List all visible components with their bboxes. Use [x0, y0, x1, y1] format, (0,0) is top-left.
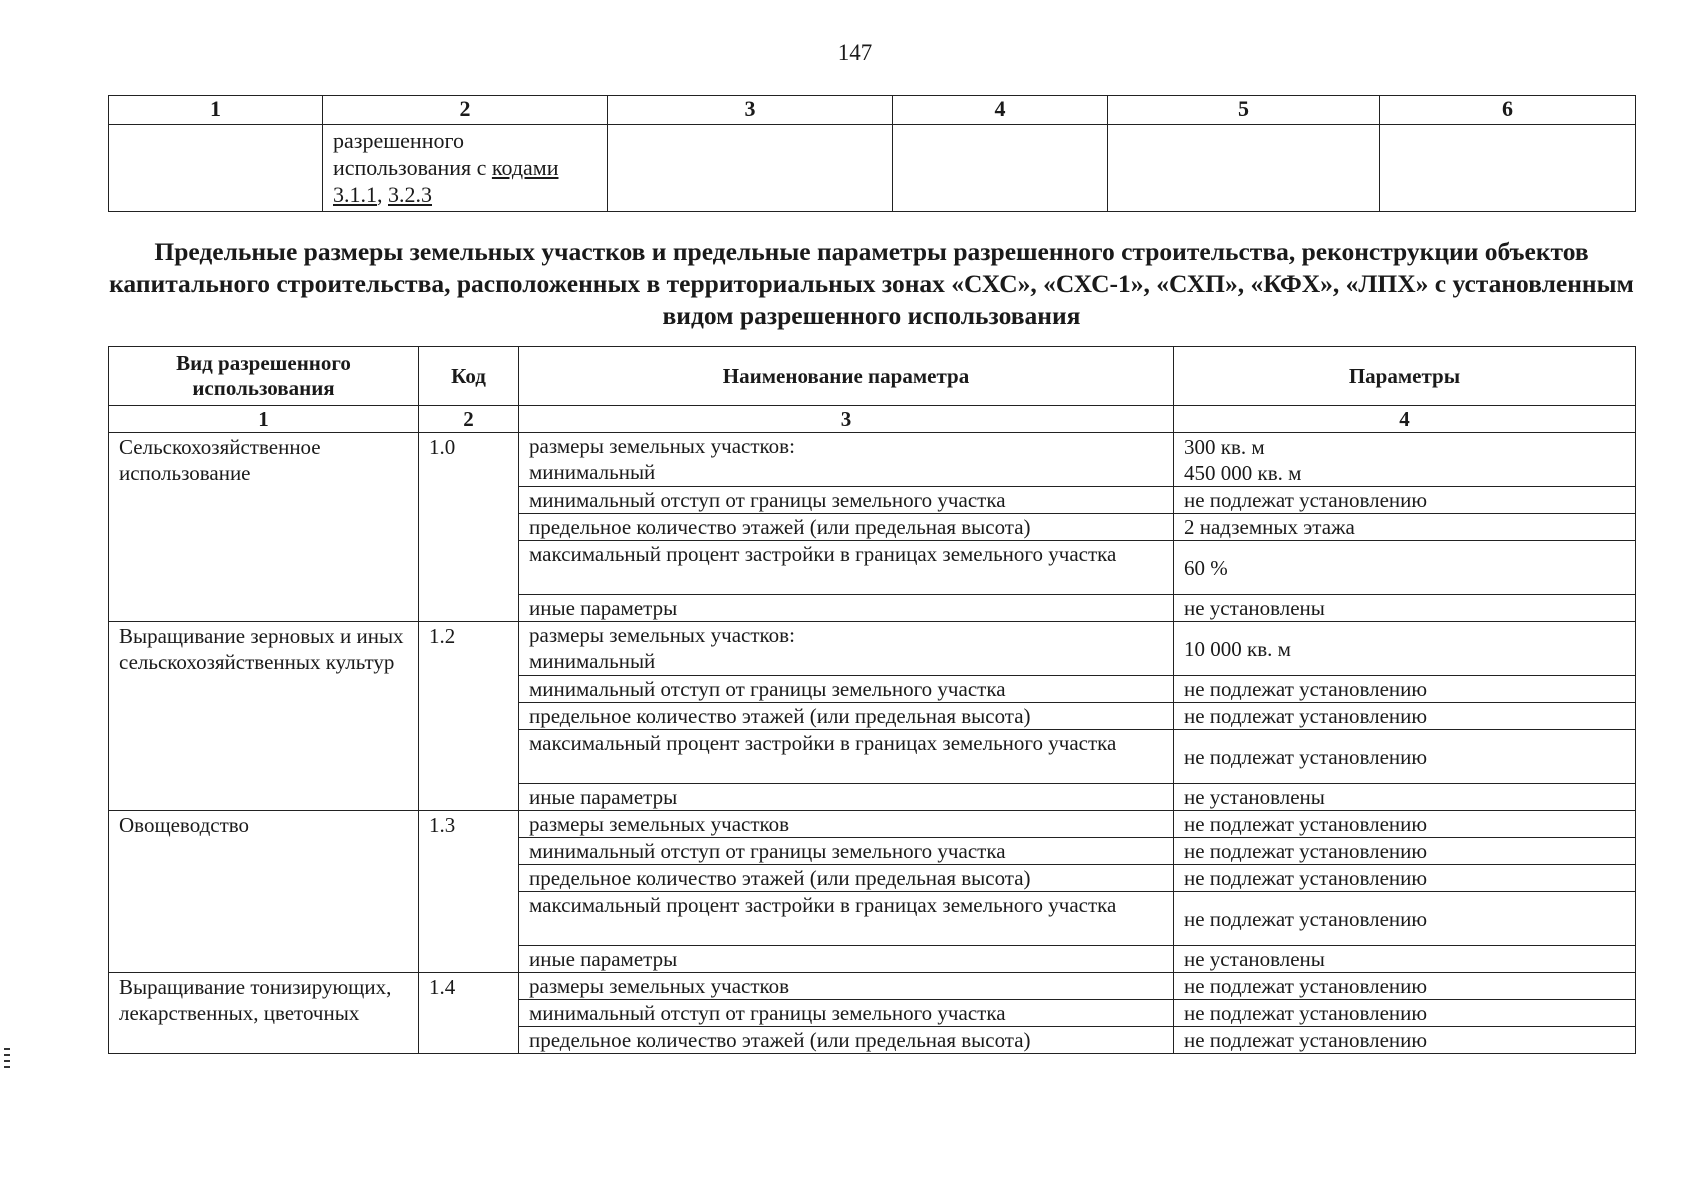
param-name-cell: иные параметры	[519, 595, 1174, 622]
parameters-table	[108, 346, 1636, 1054]
scan-edge-marks	[4, 1048, 10, 1072]
param-name-cell: иные параметры	[519, 946, 1174, 973]
code-cell: 1.4	[419, 973, 519, 1054]
column-number: 1	[109, 406, 419, 433]
code-link-3-2-3[interactable]: 3.2.3	[388, 182, 432, 207]
continuation-table	[108, 95, 1636, 212]
param-name-cell: предельное количество этажей (или предельная высота)	[519, 865, 1174, 892]
param-value-cell: не подлежат установлению	[1174, 1000, 1636, 1027]
header-param-name: Наименование параметра	[519, 347, 1174, 406]
param-name-cell: минимальный отступ от границы земельного участка	[519, 1000, 1174, 1027]
code-cell: 1.0	[419, 433, 519, 622]
param-value-cell: не подлежат установлению	[1174, 865, 1636, 892]
param-value-cell: не подлежат установлению	[1174, 838, 1636, 865]
param-name-cell: размеры земельных участков: минимальный	[519, 433, 1174, 487]
param-name-cell: максимальный процент застройки в границах земельного участка	[519, 730, 1174, 784]
use-type-cell: Выращивание тонизирующих, лекарственных, цветочных	[109, 973, 419, 1054]
param-value-cell: 300 кв. м 450 000 кв. м	[1174, 433, 1636, 487]
param-name-cell: размеры земельных участков: минимальный	[519, 622, 1174, 676]
param-value-cell: 2 надземных этажа	[1174, 514, 1636, 541]
param-value-cell: не подлежат установлению	[1174, 676, 1636, 703]
table-cell	[608, 125, 893, 212]
param-value-cell: не подлежат установлению	[1174, 973, 1636, 1000]
param-name-cell: предельное количество этажей (или предельная высота)	[519, 514, 1174, 541]
column-number: 3	[519, 406, 1174, 433]
table-cell	[1380, 125, 1636, 212]
code-cell: 1.2	[419, 622, 519, 811]
param-name-cell: максимальный процент застройки в границах земельного участка	[519, 892, 1174, 946]
table-row	[109, 811, 1636, 838]
column-number: 4	[1174, 406, 1636, 433]
code-link-3-1-1[interactable]: 3.1.1	[333, 182, 377, 207]
param-value-cell: не установлены	[1174, 595, 1636, 622]
table-cell	[109, 125, 323, 212]
section-title: Предельные размеры земельных участков и предельные параметры разрешенного строительства, реконструкции объектов капитального строительства, расположенных в территориальных зонах «СХС», «СХС-1», «СХП», «КФХ», «ЛПХ» с установленным видом разрешенного использования	[109, 237, 1634, 330]
param-value-cell: не установлены	[1174, 946, 1636, 973]
param-value-cell: не подлежат установлению	[1174, 892, 1636, 946]
table-cell	[893, 125, 1108, 212]
column-number: 5	[1108, 96, 1380, 125]
column-number: 3	[608, 96, 893, 125]
header-params: Параметры	[1174, 347, 1636, 406]
column-number: 1	[109, 96, 323, 125]
page-number: 147	[837, 40, 873, 65]
param-name-cell: иные параметры	[519, 784, 1174, 811]
param-name-cell: минимальный отступ от границы земельного участка	[519, 487, 1174, 514]
use-type-cell: Овощеводство	[109, 811, 419, 973]
table-row	[109, 622, 1636, 676]
column-numbers-row	[109, 406, 1636, 433]
header-use-type: Вид разрешенного использования	[109, 347, 419, 406]
continuation-header-row	[109, 96, 1636, 125]
param-name-cell: максимальный процент застройки в границах земельного участка	[519, 541, 1174, 595]
param-value-cell: 10 000 кв. м	[1174, 622, 1636, 676]
param-name-cell: размеры земельных участков	[519, 973, 1174, 1000]
table-row	[109, 433, 1636, 487]
param-value-cell: не подлежат установлению	[1174, 487, 1636, 514]
param-value-cell: не установлены	[1174, 784, 1636, 811]
param-name-cell: минимальный отступ от границы земельного участка	[519, 838, 1174, 865]
header-row	[109, 347, 1636, 406]
table-row	[109, 125, 1636, 212]
table-cell	[323, 125, 608, 212]
separator: ,	[377, 182, 388, 207]
table-body	[109, 433, 1636, 1054]
param-name-cell: минимальный отступ от границы земельного участка	[519, 676, 1174, 703]
table-row	[109, 973, 1636, 1000]
param-name-cell: размеры земельных участков	[519, 811, 1174, 838]
param-value-cell: не подлежат установлению	[1174, 1027, 1636, 1054]
param-value-cell: не подлежат установлению	[1174, 730, 1636, 784]
cell-text: разрешенного использования с	[333, 128, 492, 180]
param-value-cell: не подлежат установлению	[1174, 703, 1636, 730]
column-number: 2	[323, 96, 608, 125]
code-cell: 1.3	[419, 811, 519, 973]
column-number: 2	[419, 406, 519, 433]
column-number: 6	[1380, 96, 1636, 125]
param-value-cell: 60 %	[1174, 541, 1636, 595]
param-value-cell: не подлежат установлению	[1174, 811, 1636, 838]
table-cell	[1108, 125, 1380, 212]
param-name-cell: предельное количество этажей (или предельная высота)	[519, 703, 1174, 730]
use-type-cell: Сельскохозяйственное использование	[109, 433, 419, 622]
param-name-cell: предельное количество этажей (или предельная высота)	[519, 1027, 1174, 1054]
header-code: Код	[419, 347, 519, 406]
column-number: 4	[893, 96, 1108, 125]
use-type-cell: Выращивание зерновых и иных сельскохозяйственных культур	[109, 622, 419, 811]
codes-link[interactable]: кодами	[491, 155, 559, 180]
